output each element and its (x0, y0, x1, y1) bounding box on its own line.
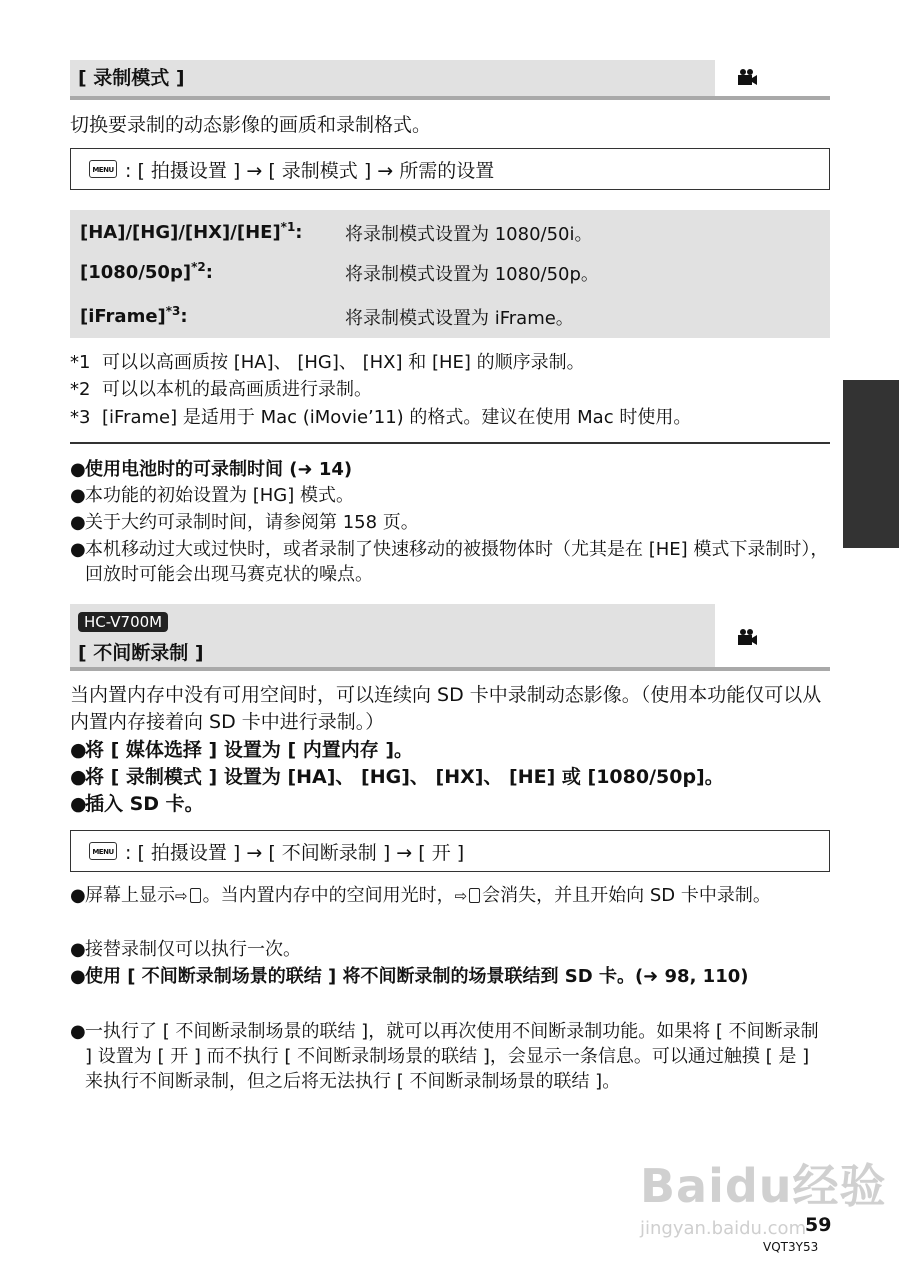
header-divider (70, 667, 830, 671)
video-camera-icon (736, 66, 758, 88)
section-title-relay-recording: [ 不间断录制 ] (78, 642, 204, 664)
mode-table (70, 210, 830, 338)
sd-card-icon (469, 888, 480, 903)
relay-arrow-icon: ⇨ (175, 887, 188, 905)
footnote: *2 可以以本机的最高画质进行录制。 (70, 379, 372, 400)
note-item: ● 屏幕上显示⇨ 。当内置内存中的空间用光时，⇨ 会消失，并且开始向 SD 卡中录制。 (70, 885, 771, 906)
video-camera-icon (736, 626, 758, 648)
page-code: VQT3Y53 (763, 1240, 819, 1254)
note-item: ● 接替录制仅可以执行一次。 (70, 939, 301, 960)
footnote: *1 可以以高画质按 [HA]、 [HG]、 [HX] 和 [HE] 的顺序录制。 (70, 352, 585, 373)
mode-label: $[1080/50p]^{*2}$: (80, 260, 213, 283)
menu-icon: MENU (89, 842, 117, 860)
chapter-side-tab (843, 380, 899, 548)
menu-command-text: : [ 拍摄设置 ] → [ 录制模式 ] → 所需的设置 (125, 159, 495, 182)
mode-description: 将录制模式设置为 1080/50i。 (345, 224, 593, 245)
mode-description: 将录制模式设置为 iFrame。 (345, 308, 574, 329)
prerequisite-item: ● 将 [ 媒体选择 ] 设置为 [ 内置内存 ]。 (70, 739, 414, 761)
footnote: *3 [iFrame] 是适用于 Mac (iMovie’11) 的格式。建议在使用 Mac 时使用。 (70, 407, 692, 428)
model-badge: HC-V700M (78, 612, 168, 632)
bullet-item: ● 使用电池时的可录制时间 (➜ 14) (70, 459, 353, 480)
mode-label: [iFrame]$^{*3}$: (80, 304, 188, 327)
note-item: ● 使用 [ 不间断录制场景的联结 ] 将不间断录制的场景联结到 SD 卡。(➜ 98, 110) (70, 966, 749, 987)
section-divider (70, 442, 830, 444)
prerequisite-item: ● 将 [ 录制模式 ] 设置为 [HA]、 [HG]、 [HX]、 [HE] 或 [1080/50p]。 (70, 766, 724, 788)
page-number: 59 (805, 1214, 832, 1236)
menu-command-box (70, 830, 830, 872)
bullet-item: ● 本机移动过大或过快时，或者录制了快速移动的被摄物体时（尤其是在 [HE] 模式下录制时），回放时可能会出现马赛克状的噪点。 (70, 539, 829, 585)
bullet-item: ● 关于大约可录制时间，请参阅第 158 页。 (70, 512, 419, 533)
menu-command-text: : [ 拍摄设置 ] → [ 不间断录制 ] → [ 开 ] (125, 841, 465, 864)
bullet-item: ● 本功能的初始设置为 [HG] 模式。 (70, 485, 354, 506)
menu-icon: MENU (89, 160, 117, 178)
mode-label: [HA]/[HG]/[HX]/[HE]$^{*1}$: (80, 220, 303, 243)
menu-command-box (70, 148, 830, 190)
header-divider (70, 96, 830, 100)
watermark-url: jingyan.baidu.com (640, 1218, 807, 1239)
mode-description: 将录制模式设置为 1080/50p。 (345, 264, 599, 285)
section-intro: 切换要录制的动态影像的画质和录制格式。 (70, 114, 432, 136)
note-item: ● 一执行了 [ 不间断录制场景的联结 ]，就可以再次使用不间断录制功能。如果将 [ 不间断录制 ] 设置为 [ 开 ] 而不执行 [ 不间断录制场景的联结 ]，会显示一条信息。可以通过触摸 [ 是 ] 来执行不间断录制，但之后将无法执行 [ 不间断录制场景的联结 ]。 (70, 1021, 819, 1092)
section-title-recording-mode: [ 录制模式 ] (70, 60, 715, 96)
watermark-logo: Baidu经验 (640, 1159, 887, 1213)
prerequisite-item: ● 插入 SD 卡。 (70, 793, 204, 815)
sd-card-icon (190, 888, 201, 903)
section-intro: 当内置内存中没有可用空间时，可以连续向 SD 卡中录制动态影像。（使用本功能仅可以从内置内存接着向 SD 卡中进行录制。） (70, 684, 822, 733)
relay-arrow-icon: ⇨ (454, 887, 468, 905)
